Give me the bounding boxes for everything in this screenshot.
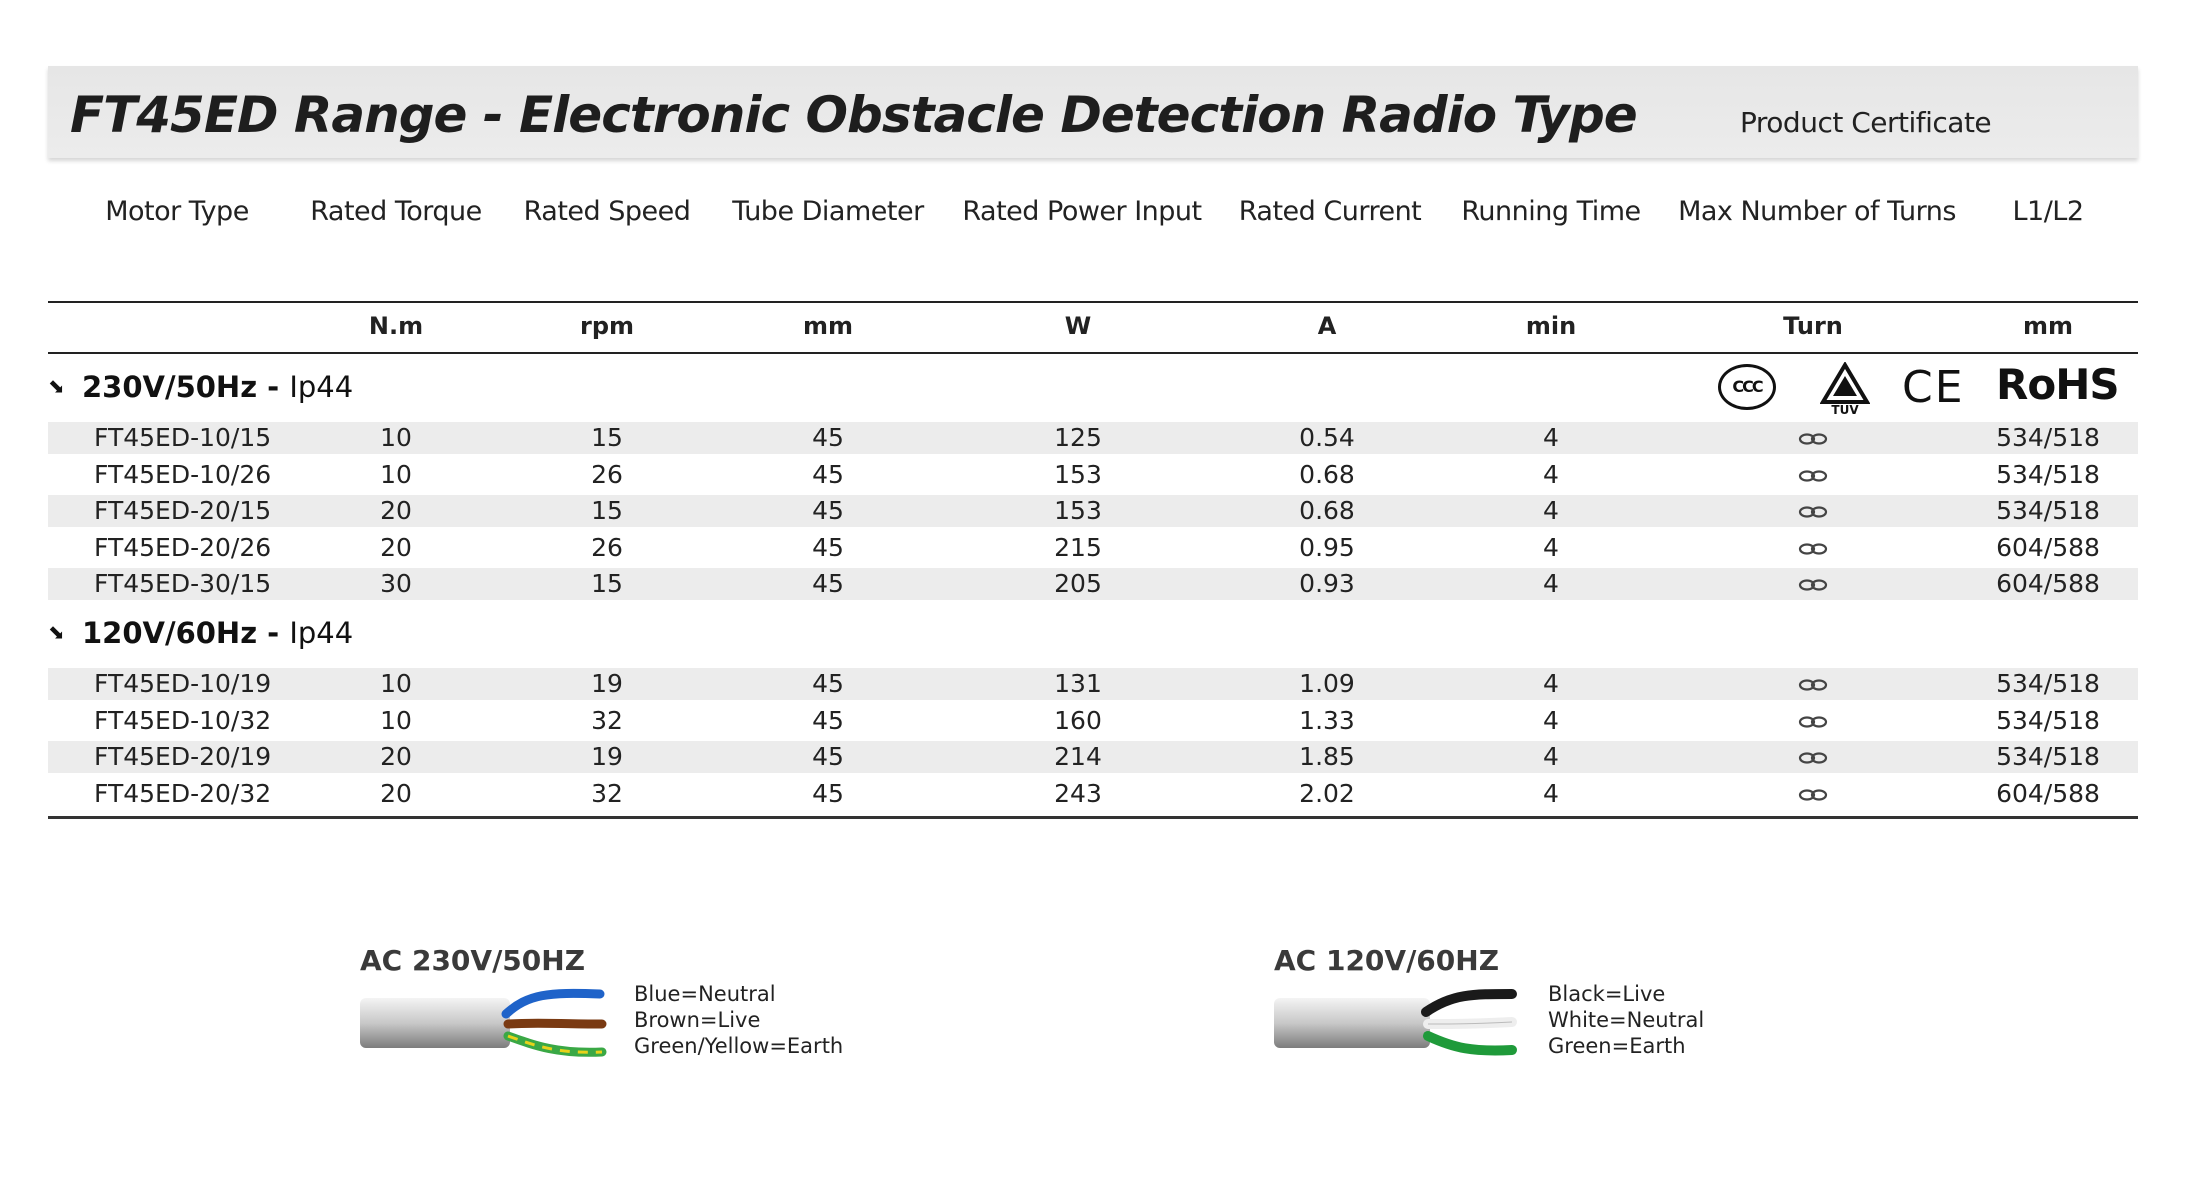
cell-rated-power: 131: [1054, 669, 1102, 698]
col-header-rated-power: Rated Power Input: [962, 196, 1202, 227]
col-header-running-time: Running Time: [1461, 196, 1641, 227]
ce-logo: CE: [1902, 362, 1965, 413]
cell-rated-power: 215: [1054, 532, 1102, 562]
cell-l1l2: 534/518: [1996, 423, 2100, 452]
cell-rated-speed: 26: [591, 459, 623, 489]
tuv-text: TÜV: [1831, 403, 1859, 416]
cell-running-time: 4: [1543, 742, 1559, 772]
table-row: [48, 459, 2138, 491]
unit-turns: Turn: [1783, 312, 1843, 340]
cell-rated-power: 243: [1054, 778, 1102, 808]
cell-rated-speed: 15: [591, 496, 623, 526]
cell-rated-torque: 30: [380, 569, 412, 599]
cell-l1l2: 534/518: [1996, 705, 2100, 735]
cell-rated-torque: 20: [380, 496, 412, 526]
cell-motor-type: FT45ED-20/15: [94, 496, 272, 526]
col-header-tube-diameter: Tube Diameter: [732, 196, 924, 227]
cell-tube-diameter: 45: [812, 459, 844, 489]
infinity-icon: [1798, 542, 1828, 556]
section-voltage: 120V/60Hz: [82, 616, 258, 650]
col-header-rated-torque: Rated Torque: [310, 196, 482, 227]
wiring-label: Brown=Live: [634, 1008, 761, 1032]
unit-torque: N.m: [368, 312, 424, 340]
column-headers: [0, 196, 2192, 246]
wiring-label: Green=Earth: [1548, 1034, 1686, 1058]
cell-rated-current: 1.33: [1299, 705, 1355, 735]
cell-running-time: 4: [1543, 778, 1559, 808]
cell-running-time: 4: [1543, 496, 1559, 526]
unit-l1l2: mm: [2022, 312, 2074, 340]
section-separator: -: [257, 616, 290, 650]
cell-motor-type: FT45ED-10/32: [94, 705, 272, 735]
cell-rated-power: 153: [1054, 459, 1102, 489]
table-row: [48, 668, 2138, 700]
ccc-logo: CCC: [1718, 364, 1776, 410]
unit-tube: mm: [802, 312, 854, 340]
cell-rated-current: 0.68: [1299, 496, 1355, 526]
cell-l1l2: 534/518: [1996, 459, 2100, 489]
wiring-label: Blue=Neutral: [634, 982, 776, 1006]
rohs-logo: RoHS: [1996, 360, 2119, 409]
cable-230v-icon: [358, 984, 618, 1064]
infinity-icon: [1798, 678, 1828, 692]
cell-running-time: 4: [1543, 459, 1559, 489]
cell-rated-current: 0.68: [1299, 459, 1355, 489]
infinity-icon: [1798, 578, 1828, 592]
section-separator: -: [257, 370, 290, 404]
wiring-label: White=Neutral: [1548, 1008, 1705, 1032]
cell-rated-current: 1.85: [1299, 742, 1355, 772]
unit-current: A: [1317, 312, 1337, 340]
wiring-title: AC 230V/50HZ: [360, 944, 586, 977]
divider-units: [48, 352, 2138, 354]
unit-power: W: [1064, 312, 1092, 340]
infinity-icon: [1798, 715, 1828, 729]
cell-tube-diameter: 45: [812, 496, 844, 526]
tuv-logo: [1820, 362, 1870, 416]
divider-bottom: [48, 816, 2138, 819]
cell-rated-speed: 15: [591, 569, 623, 599]
cell-running-time: 4: [1543, 532, 1559, 562]
cell-rated-torque: 20: [380, 532, 412, 562]
section-voltage: 230V/50Hz: [82, 370, 258, 404]
cell-motor-type: FT45ED-10/15: [94, 423, 272, 452]
cell-rated-speed: 32: [591, 778, 623, 808]
cell-rated-torque: 10: [380, 705, 412, 735]
cell-motor-type: FT45ED-10/26: [94, 459, 272, 489]
cell-running-time: 4: [1543, 423, 1559, 452]
cell-motor-type: FT45ED-20/26: [94, 532, 272, 562]
cell-rated-current: 1.09: [1299, 669, 1355, 698]
cell-rated-speed: 15: [591, 423, 623, 452]
cell-tube-diameter: 45: [812, 669, 844, 698]
col-header-motor-type: Motor Type: [105, 196, 249, 227]
cell-rated-speed: 19: [591, 669, 623, 698]
cell-motor-type: FT45ED-30/15: [94, 569, 272, 599]
table-row: [48, 568, 2138, 600]
wiring-diagram-230v: [358, 940, 878, 1070]
cell-l1l2: 604/588: [1996, 532, 2100, 562]
table-row: [48, 705, 2138, 737]
section-ip: Ip44: [289, 616, 354, 650]
cell-rated-power: 214: [1054, 742, 1102, 772]
cell-rated-power: 153: [1054, 496, 1102, 526]
infinity-icon: [1798, 505, 1828, 519]
infinity-icon: [1798, 432, 1828, 446]
cell-l1l2: 604/588: [1996, 778, 2100, 808]
cell-motor-type: FT45ED-10/19: [94, 669, 272, 698]
unit-time: min: [1525, 312, 1577, 340]
cable-120v-icon: [1272, 984, 1532, 1064]
cell-motor-type: FT45ED-20/19: [94, 742, 272, 772]
unit-speed: rpm: [579, 312, 635, 340]
cell-rated-speed: 32: [591, 705, 623, 735]
cell-rated-power: 205: [1054, 569, 1102, 599]
cell-tube-diameter: 45: [812, 423, 844, 452]
cell-rated-speed: 19: [591, 742, 623, 772]
cell-l1l2: 534/518: [1996, 669, 2100, 698]
cell-tube-diameter: 45: [812, 569, 844, 599]
cell-tube-diameter: 45: [812, 742, 844, 772]
table-row: [48, 422, 2138, 454]
col-header-max-turns: Max Number of Turns: [1678, 196, 1956, 227]
infinity-icon: [1798, 751, 1828, 765]
wiring-label: Green/Yellow=Earth: [634, 1034, 844, 1058]
cell-l1l2: 534/518: [1996, 742, 2100, 772]
infinity-icon: [1798, 788, 1828, 802]
cell-running-time: 4: [1543, 569, 1559, 599]
cell-rated-current: 0.54: [1299, 423, 1355, 452]
arrow-icon: ⬊: [48, 620, 65, 644]
cell-rated-torque: 10: [380, 459, 412, 489]
page-title: FT45ED Range - Electronic Obstacle Detection Radio Type: [70, 86, 1637, 144]
cell-rated-speed: 26: [591, 532, 623, 562]
cell-running-time: 4: [1543, 669, 1559, 698]
cell-motor-type: FT45ED-20/32: [94, 778, 272, 808]
cell-l1l2: 604/588: [1996, 569, 2100, 599]
table-row: [48, 741, 2138, 773]
cell-rated-current: 0.95: [1299, 532, 1355, 562]
cell-l1l2: 534/518: [1996, 496, 2100, 526]
cell-rated-power: 160: [1054, 705, 1102, 735]
wiring-title: AC 120V/60HZ: [1274, 944, 1500, 977]
table-row: [48, 532, 2138, 564]
product-certificate-label: Product Certificate: [1740, 106, 1992, 139]
cell-rated-torque: 10: [380, 669, 412, 698]
col-header-rated-current: Rated Current: [1238, 196, 1422, 227]
cell-rated-current: 2.02: [1299, 778, 1355, 808]
cell-tube-diameter: 45: [812, 705, 844, 735]
cell-rated-torque: 20: [380, 742, 412, 772]
infinity-icon: [1798, 469, 1828, 483]
table-row: [48, 778, 2138, 810]
col-header-rated-speed: Rated Speed: [523, 196, 691, 227]
arrow-icon: ⬊: [48, 374, 65, 398]
table-row: [48, 495, 2138, 527]
cell-rated-torque: 20: [380, 778, 412, 808]
cell-rated-power: 125: [1054, 423, 1102, 452]
wiring-diagram-120v: [1272, 940, 1792, 1070]
units-row: [0, 312, 2192, 352]
title-bar: [48, 66, 2138, 158]
cell-rated-torque: 10: [380, 423, 412, 452]
cell-rated-current: 0.93: [1299, 569, 1355, 599]
col-header-l1l2: L1/L2: [2012, 196, 2084, 227]
section-ip: Ip44: [289, 370, 354, 404]
cell-running-time: 4: [1543, 705, 1559, 735]
cell-tube-diameter: 45: [812, 532, 844, 562]
cell-tube-diameter: 45: [812, 778, 844, 808]
divider-top: [48, 301, 2138, 303]
wiring-label: Black=Live: [1548, 982, 1666, 1006]
